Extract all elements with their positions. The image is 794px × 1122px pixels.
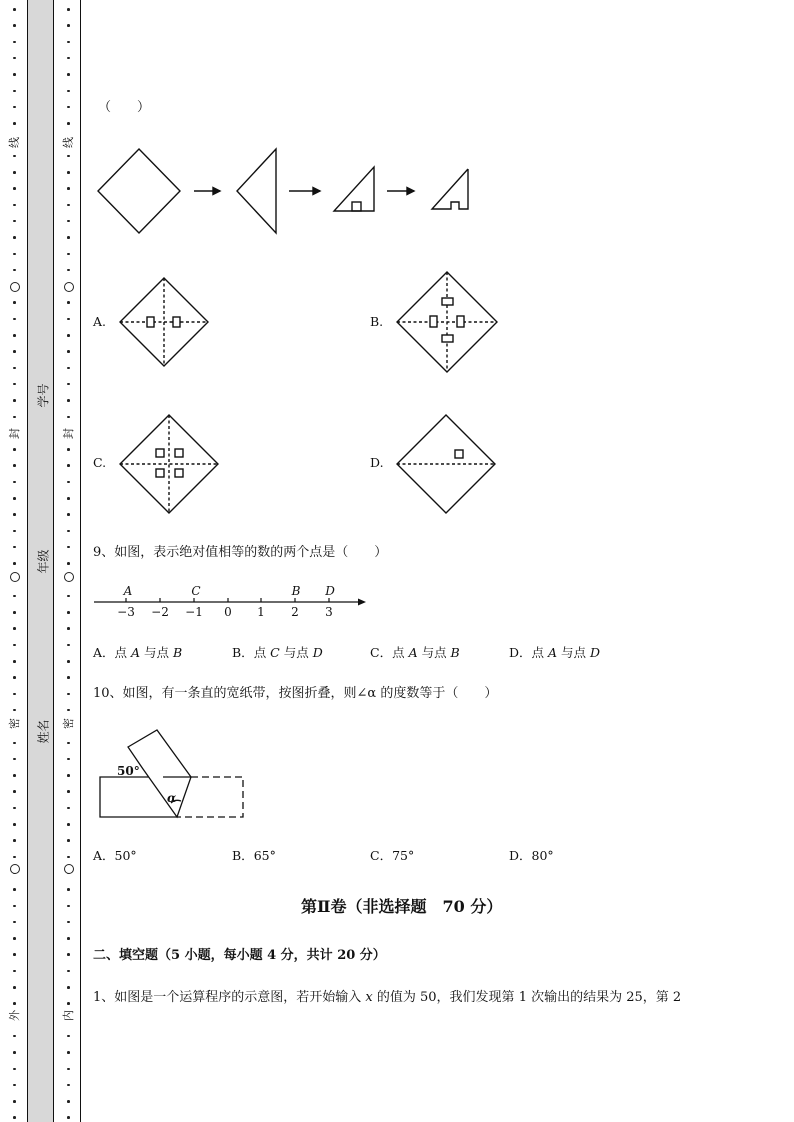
- binding-dot: [13, 644, 16, 647]
- binding-dot: [67, 742, 70, 745]
- outer-label-line: 线: [8, 137, 21, 148]
- square-shape: [98, 149, 180, 233]
- binding-dot: [13, 416, 16, 419]
- circle-mark: [10, 282, 20, 292]
- cut-triangle-shape: [334, 167, 374, 211]
- binding-dot: [13, 171, 16, 174]
- right-dotted-line: [67, 0, 71, 1122]
- binding-dot: [67, 758, 70, 761]
- inner-label-inside: 内: [62, 1010, 75, 1021]
- binding-dot: [67, 464, 70, 467]
- binding-dot: [13, 856, 16, 859]
- point-label-c: C: [191, 584, 201, 598]
- binding-dot: [67, 253, 70, 256]
- binding-dot: [67, 644, 70, 647]
- binding-dot: [13, 8, 16, 11]
- q9-option-a[interactable]: A．点 A 与点 B: [93, 645, 183, 660]
- binding-dot: [13, 253, 16, 256]
- tick-label: −1: [185, 605, 203, 619]
- binding-dot: [13, 464, 16, 467]
- binding-dot: [13, 399, 16, 402]
- binding-dot: [67, 530, 70, 533]
- q8-option-b-label[interactable]: B.: [370, 314, 384, 329]
- binding-dot: [13, 709, 16, 712]
- binding-dot: [67, 1100, 70, 1103]
- binding-dot: [13, 155, 16, 158]
- binding-dot: [13, 90, 16, 93]
- binding-dot: [67, 106, 70, 109]
- binding-dot: [67, 8, 70, 11]
- binding-dot: [13, 1051, 16, 1054]
- q8-stem-tail: （ ）: [98, 100, 151, 115]
- binding-dot: [13, 1116, 16, 1119]
- binding-dot: [13, 562, 16, 565]
- binding-dot: [13, 676, 16, 679]
- binding-dot: [67, 367, 70, 370]
- binding-dot: [13, 611, 16, 614]
- q9-number-line: [92, 580, 372, 620]
- tick-label: −3: [117, 605, 135, 619]
- binding-dot: [67, 986, 70, 989]
- binding-dot: [67, 399, 70, 402]
- binding-dot: [67, 220, 70, 223]
- binding-dot: [13, 236, 16, 239]
- binding-dot: [67, 611, 70, 614]
- tick-label: 2: [291, 605, 299, 619]
- binding-dot: [13, 57, 16, 60]
- binding-dot: [13, 497, 16, 500]
- binding-dot: [13, 986, 16, 989]
- binding-dot: [13, 970, 16, 973]
- inner-label-secret: 密: [62, 718, 75, 729]
- q10-folded-strip-figure: [95, 725, 250, 825]
- field-grade: 年级: [36, 549, 51, 574]
- binding-dot: [67, 970, 70, 973]
- binding-dot: [13, 742, 16, 745]
- circle-mark: [10, 864, 20, 874]
- binding-dot: [67, 171, 70, 174]
- binding-dot: [67, 546, 70, 549]
- q9-stem: 9、如图，表示绝对值相等的数的两个点是（ ）: [93, 545, 388, 560]
- inner-label-seal: 封: [62, 428, 75, 439]
- binding-dot: [13, 546, 16, 549]
- binding-dot: [13, 204, 16, 207]
- angle-50-label: 50°: [117, 764, 140, 778]
- outer-label-secret: 密: [8, 718, 21, 729]
- binding-dot: [13, 1100, 16, 1103]
- binding-dot: [67, 595, 70, 598]
- alpha-label: α: [167, 791, 177, 805]
- binding-dot: [13, 106, 16, 109]
- binding-dot: [67, 513, 70, 516]
- binding-dot: [13, 774, 16, 777]
- circle-mark: [64, 864, 74, 874]
- q8-option-c-figure[interactable]: [118, 413, 220, 515]
- binding-dot: [13, 888, 16, 891]
- section-fill-in-blank-title: 二、填空题（5 小题，每小题 4 分，共计 20 分）: [93, 948, 386, 963]
- binding-dot: [13, 839, 16, 842]
- binding-dot: [13, 1068, 16, 1071]
- tick-label: 3: [325, 605, 333, 619]
- binding-dot: [67, 1002, 70, 1005]
- binding-margin: [0, 0, 84, 1122]
- tick-label: 1: [257, 605, 265, 619]
- binding-dot: [13, 334, 16, 337]
- binding-dot: [13, 530, 16, 533]
- q10-option-b[interactable]: B．65°: [232, 848, 276, 863]
- binding-dot: [67, 1084, 70, 1087]
- tick-label: −2: [151, 605, 169, 619]
- binding-dot: [67, 856, 70, 859]
- binding-dot: [67, 448, 70, 451]
- binding-dot: [67, 1051, 70, 1054]
- binding-dot: [13, 660, 16, 663]
- binding-dot: [67, 888, 70, 891]
- binding-dot: [67, 693, 70, 696]
- binding-dot: [67, 823, 70, 826]
- binding-dot: [13, 513, 16, 516]
- fill-q1-stem: 1、如图是一个运算程序的示意图，若开始输入 x 的值为 50，我们发现第 1 次输出的结果为 25，第 2: [93, 990, 682, 1005]
- field-student-number: 学号: [36, 383, 51, 408]
- binding-dot: [67, 1035, 70, 1038]
- binding-dot: [67, 187, 70, 190]
- outer-label-outside: 外: [8, 1010, 21, 1021]
- binding-line-inner: [80, 0, 81, 1122]
- binding-dot: [67, 839, 70, 842]
- circle-mark: [10, 572, 20, 582]
- binding-dot: [13, 41, 16, 44]
- q8-option-d-figure[interactable]: [395, 413, 497, 515]
- binding-dot: [13, 73, 16, 76]
- q8-option-b-figure[interactable]: [395, 270, 499, 374]
- part2-title: 第Ⅱ卷（非选择题 70 分）: [301, 897, 503, 916]
- q8-option-d-label[interactable]: D.: [370, 455, 384, 470]
- q9-option-c[interactable]: C．点 A 与点 B: [370, 645, 460, 660]
- binding-dot: [13, 905, 16, 908]
- binding-dot: [67, 350, 70, 353]
- binding-dot: [67, 122, 70, 125]
- q10-option-a[interactable]: A．50°: [93, 848, 137, 863]
- binding-dot: [13, 823, 16, 826]
- binding-dot: [67, 301, 70, 304]
- binding-dot: [13, 937, 16, 940]
- point-label-b: B: [291, 584, 301, 598]
- binding-dot: [67, 24, 70, 27]
- binding-dot: [67, 481, 70, 484]
- binding-dot: [67, 905, 70, 908]
- binding-dot: [13, 383, 16, 386]
- inner-label-line: 线: [62, 137, 75, 148]
- binding-dot: [67, 416, 70, 419]
- binding-dot: [13, 367, 16, 370]
- binding-dot: [67, 807, 70, 810]
- binding-dot: [67, 676, 70, 679]
- field-name: 姓名: [36, 719, 51, 744]
- binding-dot: [67, 497, 70, 500]
- binding-dot: [67, 921, 70, 924]
- binding-dot: [13, 1084, 16, 1087]
- binding-dot: [67, 204, 70, 207]
- binding-dot: [67, 383, 70, 386]
- q8-folding-sequence-figure: [92, 145, 482, 240]
- q8-option-a-figure[interactable]: [118, 276, 210, 368]
- cut-result-shape: [432, 169, 468, 209]
- binding-dot: [67, 269, 70, 272]
- q10-stem: 10、如图，有一条直的宽纸带，按图折叠，则∠α 的度数等于（ ）: [93, 686, 498, 701]
- binding-dot: [13, 350, 16, 353]
- q8-option-a-label[interactable]: A.: [93, 314, 107, 329]
- left-dotted-line: [13, 0, 17, 1122]
- binding-dot: [67, 318, 70, 321]
- tick-label: 0: [224, 605, 232, 619]
- binding-dot: [67, 953, 70, 956]
- binding-dot: [67, 1068, 70, 1071]
- binding-dot: [13, 790, 16, 793]
- binding-dot: [67, 937, 70, 940]
- point-label-a: A: [123, 584, 133, 598]
- binding-dot: [67, 1116, 70, 1119]
- binding-dot: [13, 187, 16, 190]
- binding-dot: [67, 57, 70, 60]
- binding-dot: [67, 236, 70, 239]
- binding-dot: [13, 1035, 16, 1038]
- binding-dot: [67, 660, 70, 663]
- q9-option-b[interactable]: B．点 C 与点 D: [232, 645, 323, 660]
- folded-triangle-shape: [237, 149, 276, 233]
- binding-dot: [13, 953, 16, 956]
- binding-dot: [67, 334, 70, 337]
- binding-dot: [13, 693, 16, 696]
- binding-dot: [67, 90, 70, 93]
- binding-dot: [13, 807, 16, 810]
- binding-dot: [13, 758, 16, 761]
- binding-dot: [13, 448, 16, 451]
- binding-dot: [13, 220, 16, 223]
- circle-mark: [64, 572, 74, 582]
- binding-dot: [13, 24, 16, 27]
- binding-dot: [67, 41, 70, 44]
- binding-dot: [67, 627, 70, 630]
- binding-dot: [13, 921, 16, 924]
- q9-option-d[interactable]: D．点 A 与点 D: [509, 645, 601, 660]
- binding-dot: [67, 790, 70, 793]
- circle-mark: [64, 282, 74, 292]
- binding-dot: [13, 627, 16, 630]
- binding-dot: [13, 1002, 16, 1005]
- q10-option-c[interactable]: C．75°: [370, 848, 415, 863]
- binding-line-middle: [53, 0, 54, 1122]
- binding-dot: [67, 155, 70, 158]
- binding-dot: [13, 318, 16, 321]
- binding-dot: [67, 774, 70, 777]
- binding-dot: [67, 562, 70, 565]
- q8-option-c-label[interactable]: C.: [93, 455, 107, 470]
- binding-dot: [13, 595, 16, 598]
- binding-dot: [13, 269, 16, 272]
- q10-option-d[interactable]: D．80°: [509, 848, 554, 863]
- binding-dot: [13, 122, 16, 125]
- binding-dot: [67, 709, 70, 712]
- binding-dot: [13, 301, 16, 304]
- point-label-d: D: [325, 584, 335, 598]
- binding-dot: [67, 73, 70, 76]
- binding-dot: [13, 481, 16, 484]
- outer-label-seal: 封: [8, 428, 21, 439]
